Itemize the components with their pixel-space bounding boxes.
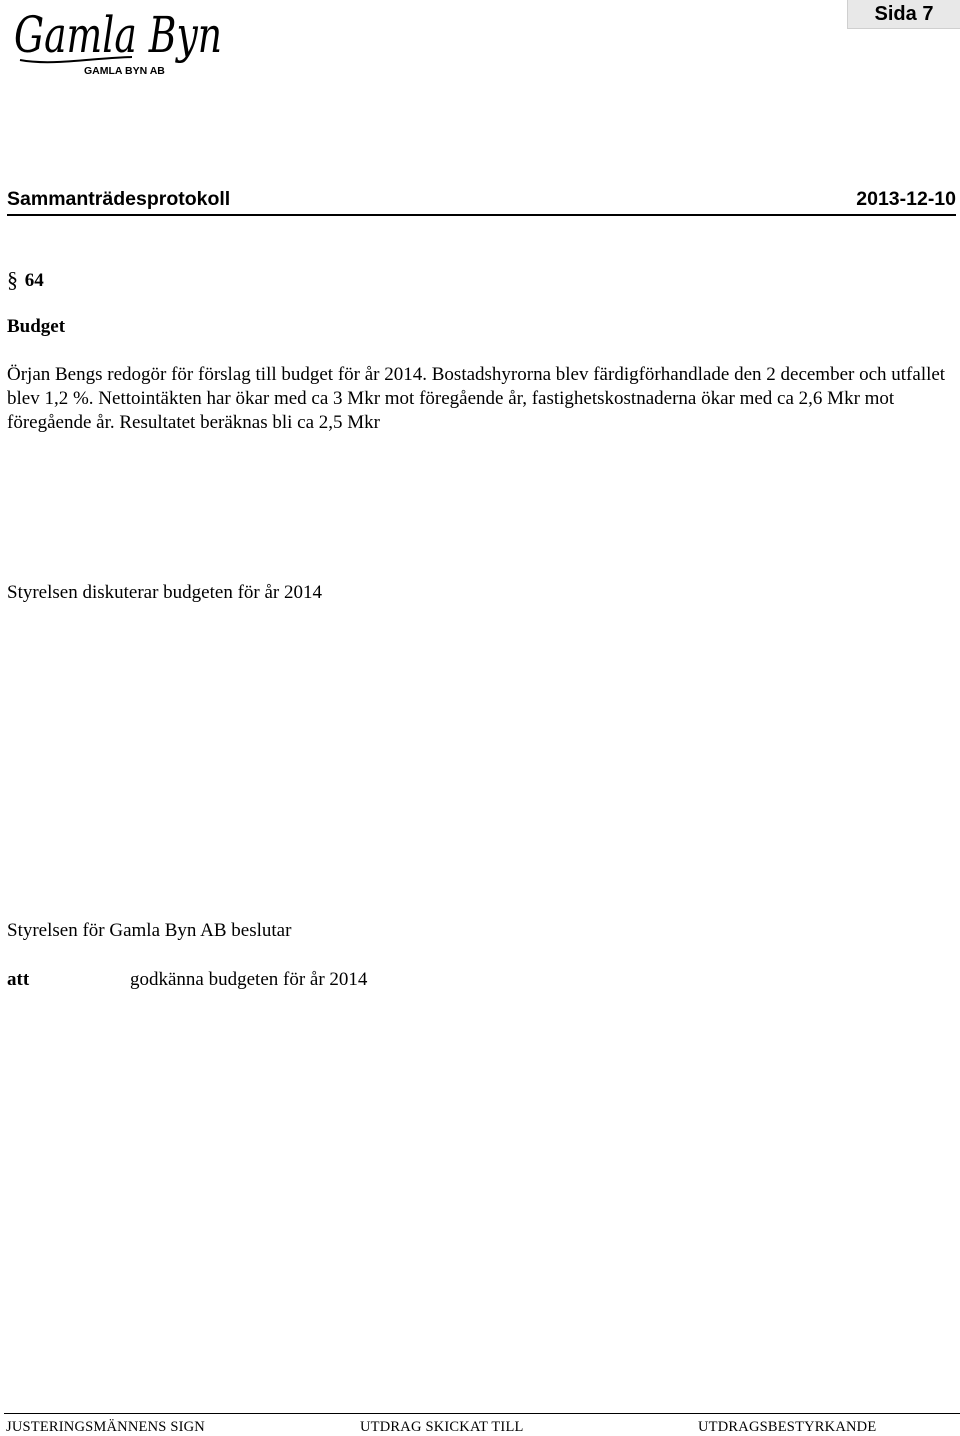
svg-text:Gamla Byn: Gamla Byn bbox=[14, 6, 223, 64]
decision-intro: Styrelsen för Gamla Byn AB beslutar bbox=[7, 920, 292, 941]
gamla-byn-logo-mark bbox=[12, 0, 227, 80]
footer-divider bbox=[4, 1413, 960, 1414]
company-logo bbox=[12, 0, 227, 80]
section-number-value: 64 bbox=[24, 270, 44, 291]
section-number bbox=[7, 266, 44, 292]
document-header bbox=[7, 188, 956, 216]
decision-row bbox=[7, 969, 367, 991]
document-date: 2013-12-10 bbox=[856, 188, 956, 210]
footer-signature-label: JUSTERINGSMÄNNENS SIGN bbox=[6, 1419, 205, 1435]
footer-certification-label: UTDRAGSBESTYRKANDE bbox=[698, 1419, 877, 1435]
decision-text: godkänna budgeten för år 2014 bbox=[130, 969, 368, 990]
body-paragraph: Örjan Bengs redogör för förslag till budget för år 2014. Bostadshyrorna blev färdigförhandlade den 2 december och utfallet blev 1,2 %. Nettointäkten har ökar med ca 3 Mkr mot föregående år, fastighetskostnaderna ökar med ca 2,6 Mkr mot föregående år. Resultatet beräknas bli ca 2,5 Mkr bbox=[7, 364, 946, 433]
discussion-text: Styrelsen diskuterar budgeten för år 2014 bbox=[7, 582, 322, 603]
logo-company-text: GAMLA BYN AB bbox=[84, 65, 165, 77]
document-title: Sammanträdesprotokoll bbox=[7, 188, 231, 210]
page-number: Sida 7 bbox=[847, 0, 960, 29]
item-heading: Budget bbox=[7, 316, 66, 337]
footer-sent-label: UTDRAG SKICKAT TILL bbox=[360, 1419, 524, 1435]
decision-key: att bbox=[7, 969, 30, 990]
section-symbol: § bbox=[7, 267, 18, 292]
